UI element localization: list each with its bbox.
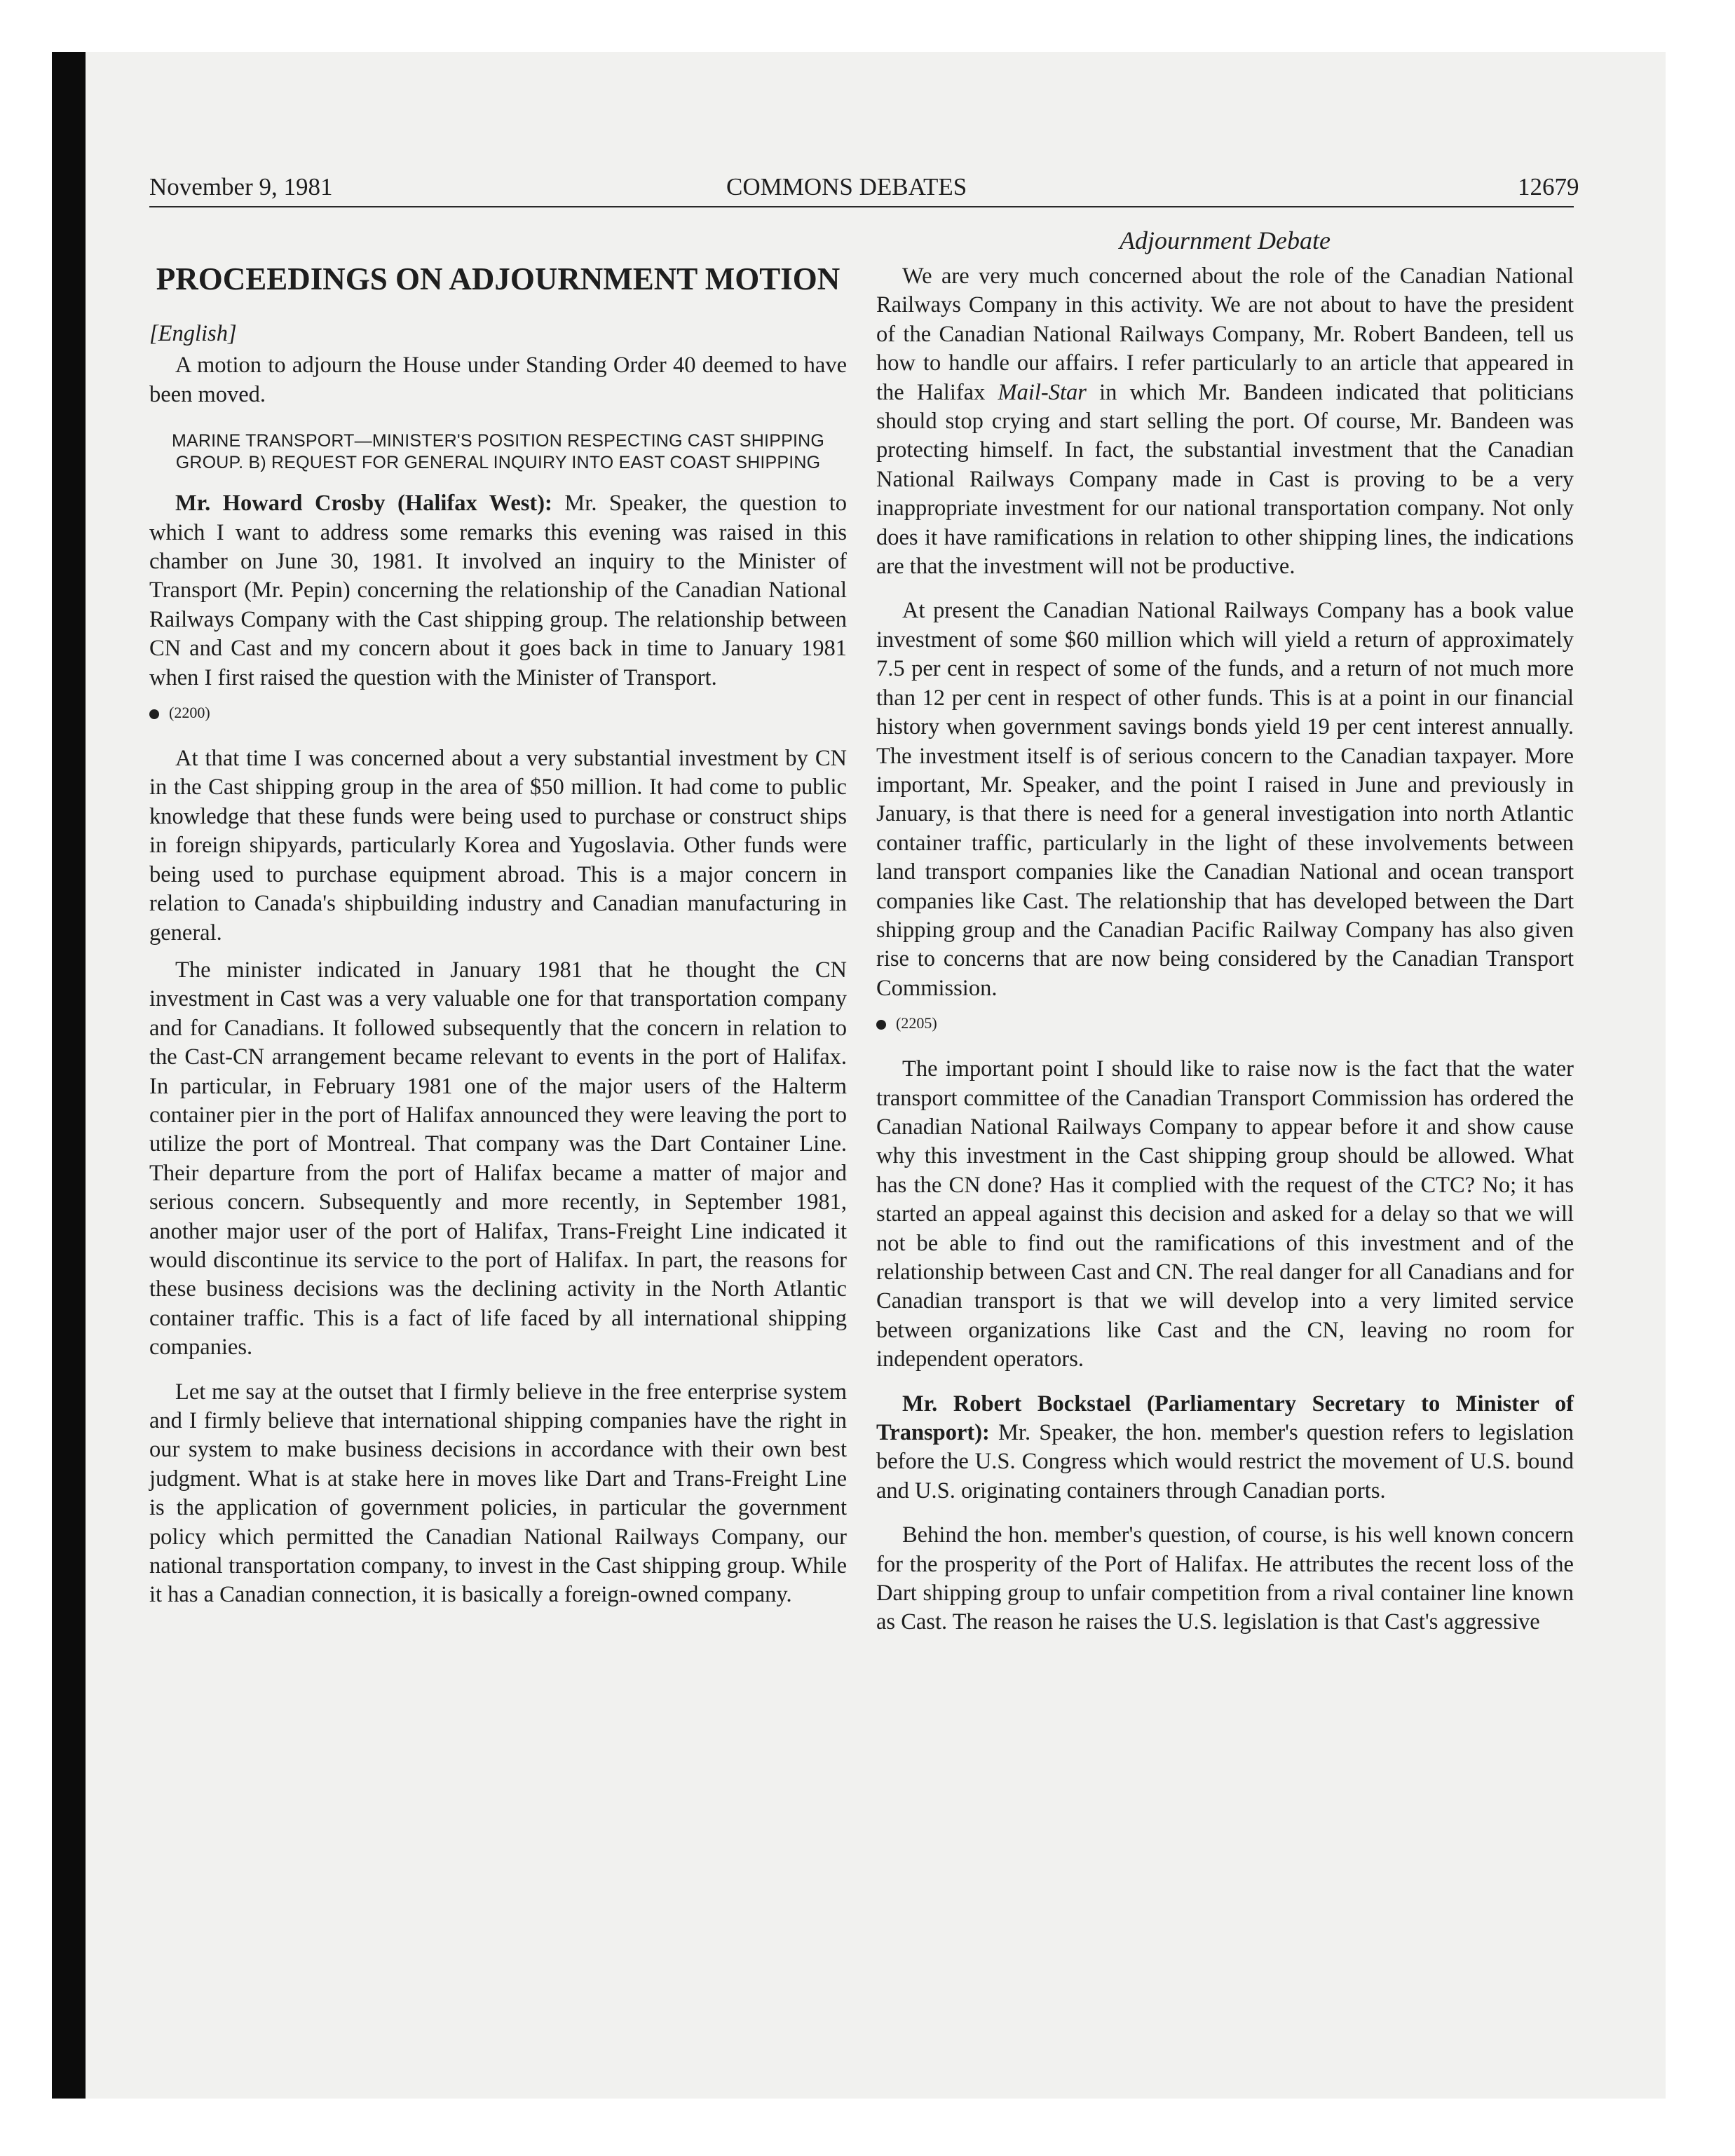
paragraph: At present the Canadian National Railways Company has a book value investment of some $60 million which will yield a return of approximately 7.5 per cent in respect of some of the funds, and a return of not much more than 12 per cent in respect of other funds. This is at a point in our financial history when government savings bonds yield 19 per cent interest annually. The investment itself is of serious concern to the Canadian taxpayer. More important, Mr. Speaker, and the point I raised in June and previously in January, is that there is need for a general investigation into north Atlantic container traffic, particularly in the light of these involvements between land transport companies like the Canadian National and ocean transport companies like Cast. The relationship that has developed between the Dart shipping group and the Canadian Pacific Railway Company has also given rise to concerns that are now being considered by the Canadian Transport Commission. [876,598,1574,1001]
scan-binding-edge [52,52,86,2099]
running-head: Adjournment Debate [1120,226,1331,254]
paragraph: The important point I should like to raise now is the fact that the water transport committee of the Canadian Transport Commission has ordered the Canadian National Railways Company to appear before it and show cause why this investment in the Cast shipping group should be allowed. What has the CN done? Has it complied with the request of the CTC? No; it has started an appeal against this decision and asked for a delay so that we will not be able to find out the ramifications of this investment and of the relationship between Cast and CN. The real danger for all Canadians and for Canadian transport is that we will develop into a very limited service between organizations like Cast and the CN, leaving no room for independent operators. [876,1056,1574,1372]
paragraph-text: Mr. Speaker, the question to which I want to address some remarks this evening was raised in this chamber on June 30, 1981. It involved an inquiry to the Minister of Transport (Mr. Pepin) concerning the relationship of the Canadian National Railways Company with the Cast shipping group. The relationship between CN and Cast and my concern about it goes back in time to January 1981 when I first raised the question with the Minister of Transport. [149,491,848,690]
paragraph-text: in which Mr. Bandeen indicated that politicians should stop crying and start selling the port. Of course, Mr. Bandeen was protecting himself. In fact, the substantial investment that the Canadian National Railways Company made in Cast is proving to be a very inappropriate investment for our national transportation company. Not only does it have ramifications in relation to other shipping lines, the indications are that the investment will not be productive. [876,379,1574,580]
paragraph-text: Mr. Speaker, the hon. member's question refers to legislation before the U.S. Congress which would restrict the movement of U.S. bound and U.S. originating containers through Canadian ports. [876,1420,1574,1503]
adjournment-intro: A motion to adjourn the House under Standing Order 40 deemed to have been moved. [149,353,847,407]
header-publication: COMMONS DEBATES [726,173,967,200]
left-column [149,259,847,1618]
language-tag: [English] [149,321,237,346]
paragraph: Behind the hon. member's question, of course, is his well known concern for the prosperity of the Port of Halifax. He attributes the recent loss of the Dart shipping group to unfair competition from a rival container line known as Cast. The reason he raises the U.S. legislation is that Cast's aggressive [876,1522,1574,1635]
bullet-icon [149,709,159,719]
right-column [876,262,1574,1646]
paragraph [149,489,847,692]
time-marker-text: (2200) [169,704,210,722]
section-title: PROCEEDINGS ON ADJOURNMENT MOTION [156,261,841,296]
header-rule [149,206,1574,207]
speaker-name: Mr. Howard Crosby (Halifax West): [175,491,552,517]
paragraph: Let me say at the outset that I firmly believe in the free enterprise system and I firmly believe that international shipping companies have the right in our system to make business decisions in accordance with their own best judgment. What is at stake here in moves like Dart and Trans-Freight Line is the application of government policies, in particular the government policy which permitted the Canadian National Railways Company, our national transportation company, to invest in the Cast shipping group. While it has a Canadian connection, it is basically a foreign-owned company. [149,1379,847,1608]
header-page-number: 12679 [1518,173,1579,200]
speaker-name: Mr. Robert Bockstael (Parliamentary Secretary to Minister of Transport): [876,1391,1574,1446]
paragraph [876,262,1574,581]
paragraph [876,1390,1574,1506]
time-marker-text: (2205) [896,1014,937,1032]
header-date: November 9, 1981 [149,173,333,200]
topic-heading: MARINE TRANSPORT—MINISTER'S POSITION RESPECTING CAST SHIPPING GROUP. B) REQUEST FOR GENERAL INQUIRY INTO EAST COAST SHIPPING [172,431,824,473]
time-marker [876,1013,1574,1034]
paragraph: At that time I was concerned about a very substantial investment by CN in the Cast shipping group in the area of $50 million. It had come to public knowledge that these funds were being used to purchase or construct ships in foreign shipyards, particularly Korea and Yugoslavia. Other funds were being used to purchase equipment abroad. This is a major concern in relation to Canada's shipbuilding industry and Canadian manufacturing in general. [149,746,847,946]
time-marker [149,702,847,723]
paragraph-text: We are very much concerned about the role of the Canadian National Railways Company in this activity. We are not about to have the president of the Canadian National Railways Company, Mr. Robert Bandeen, tell us how to handle our affairs. I refer particularly to an article that appeared in the Halifax [876,264,1574,405]
newspaper-name: Mail-Star [998,379,1087,405]
paragraph: The minister indicated in January 1981 that he thought the CN investment in Cast was a very valuable one for that transportation company and for Canadians. It followed subsequently that the concern in relation to the Cast-CN arrangement became relevant to events in the port of Halifax. In particular, in February 1981 one of the major users of the Halterm container pier in the port of Halifax announced they were leaving the port to utilize the port of Montreal. That company was the Dart Container Line. Their departure from the port of Halifax became a matter of major and serious concern. Subsequently and more recently, in September 1981, another major user of the port of Halifax, Trans-Freight Line indicated it would discontinue its service to the port of Halifax. In part, the reasons for these business decisions was the declining activity in the North Atlantic container traffic. This is a fact of life faced by all international shipping companies. [149,957,847,1360]
bullet-icon [876,1020,886,1030]
